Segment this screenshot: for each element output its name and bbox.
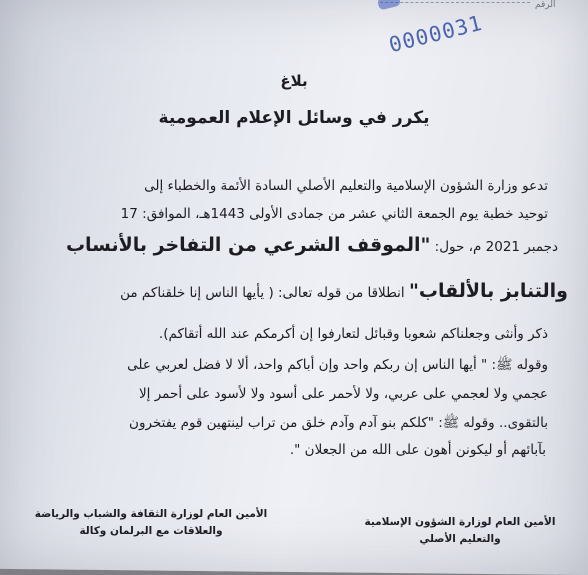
body-line: عجمي ولا لعجمي على عربي، ولا لأحمر على أسود ولا لأسود على أحمر إلا	[138, 386, 548, 402]
header-rule	[380, 2, 530, 4]
body-line: وقوله ﷺ: " أيها الناس إن ربكم واحد وإن أباكم واحد، ألا لا فضل لعربي على	[127, 357, 548, 373]
signature-title: الأمين العام لوزارة الشؤون الإسلامية	[364, 516, 556, 528]
body-line-topic	[66, 234, 558, 256]
date-text: دجمبر 2021 م، حول:	[434, 239, 558, 255]
body-line: توحيد خطبة يوم الجمعة الثاني عشر من جمادى الأولى 1443هـ، الموافق: 17	[120, 206, 548, 222]
document-title: بلاغ	[280, 72, 308, 90]
document-subtitle: يكرر في وسائل الإعلام العمومية	[158, 108, 430, 128]
body-line-topic-continued	[120, 280, 568, 302]
signature-subtitle: والتعليم الأصلي	[419, 533, 501, 545]
body-line: تدعو وزارة الشؤون الإسلامية والتعليم الأصلي السادة الأئمة والخطباء إلى	[144, 178, 548, 194]
body-line: ذكر وأنثى وجعلناكم شعوبا وقبائل لتعارفوا إن أكرمكم عند الله أتقاكم).	[158, 326, 548, 342]
serial-number: 0000031	[386, 10, 486, 58]
signature-title: الأمين العام لوزارة الثقافة والشباب والرياضة	[34, 508, 268, 520]
number-label: الرقم	[535, 0, 556, 10]
body-line: بالتقوى.. وقوله ﷺ: "كلكم بنو آدم وآدم خلق من تراب لينتهين قوم يفتخرون	[129, 415, 548, 431]
verse-intro: انطلاقا من قوله تعالى: ( يأيها الناس إنا خلقناكم من	[120, 285, 405, 301]
signature-subtitle: والعلاقات مع البرلمان وكالة	[79, 525, 223, 537]
signature-block-culture	[26, 506, 276, 540]
topic-heading-part2: والتنابز بالألقاب"	[408, 280, 568, 302]
topic-heading-part1: "الموقف الشرعي من التفاخر بالأنساب	[65, 234, 431, 256]
signature-block-islamic-affairs	[360, 514, 560, 548]
body-line: بآبائهم أو ليكونن أهون على الله من الجعلان ".	[289, 442, 546, 458]
